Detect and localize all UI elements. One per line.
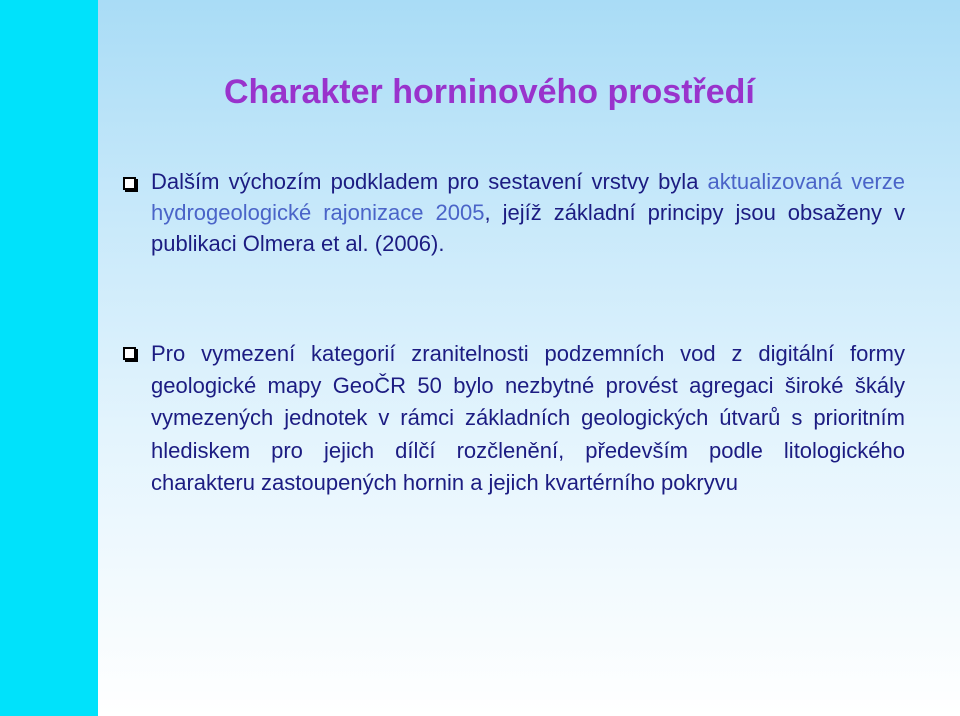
checkbox-icon [123,347,136,360]
bullet-item-1 [123,166,905,259]
checkbox-icon [123,177,136,190]
slide-title: Charakter horninového prostředí [224,73,755,111]
bullet-text-2: Pro vymezení kategorií zranitelnosti podzemních vod z digitální formy geologické mapy GeoČR 50 bylo nezbytné provést agregaci široké škály vymezených jednotek v rámci základních geologických útvarů s prioritním hlediskem pro jejich dílčí rozčlenění, především podle litologického charakteru zastoupených hornin a jejich kvartérního pokryvu [151,341,905,495]
bullet-1-suffix: , jejíž základní principy jsou obsaženy v publikaci Olmera et al. (2006). [151,200,905,256]
side-accent-bar [0,0,98,716]
bullet-1-highlight: aktualizovaná verze hydrogeologické rajonizace 2005 [151,169,905,225]
bullet-1-prefix: Dalším výchozím podkladem pro sestavení vrstvy byla [151,169,708,194]
bullet-text-1 [151,166,905,259]
bullet-item-2 [123,338,905,499]
